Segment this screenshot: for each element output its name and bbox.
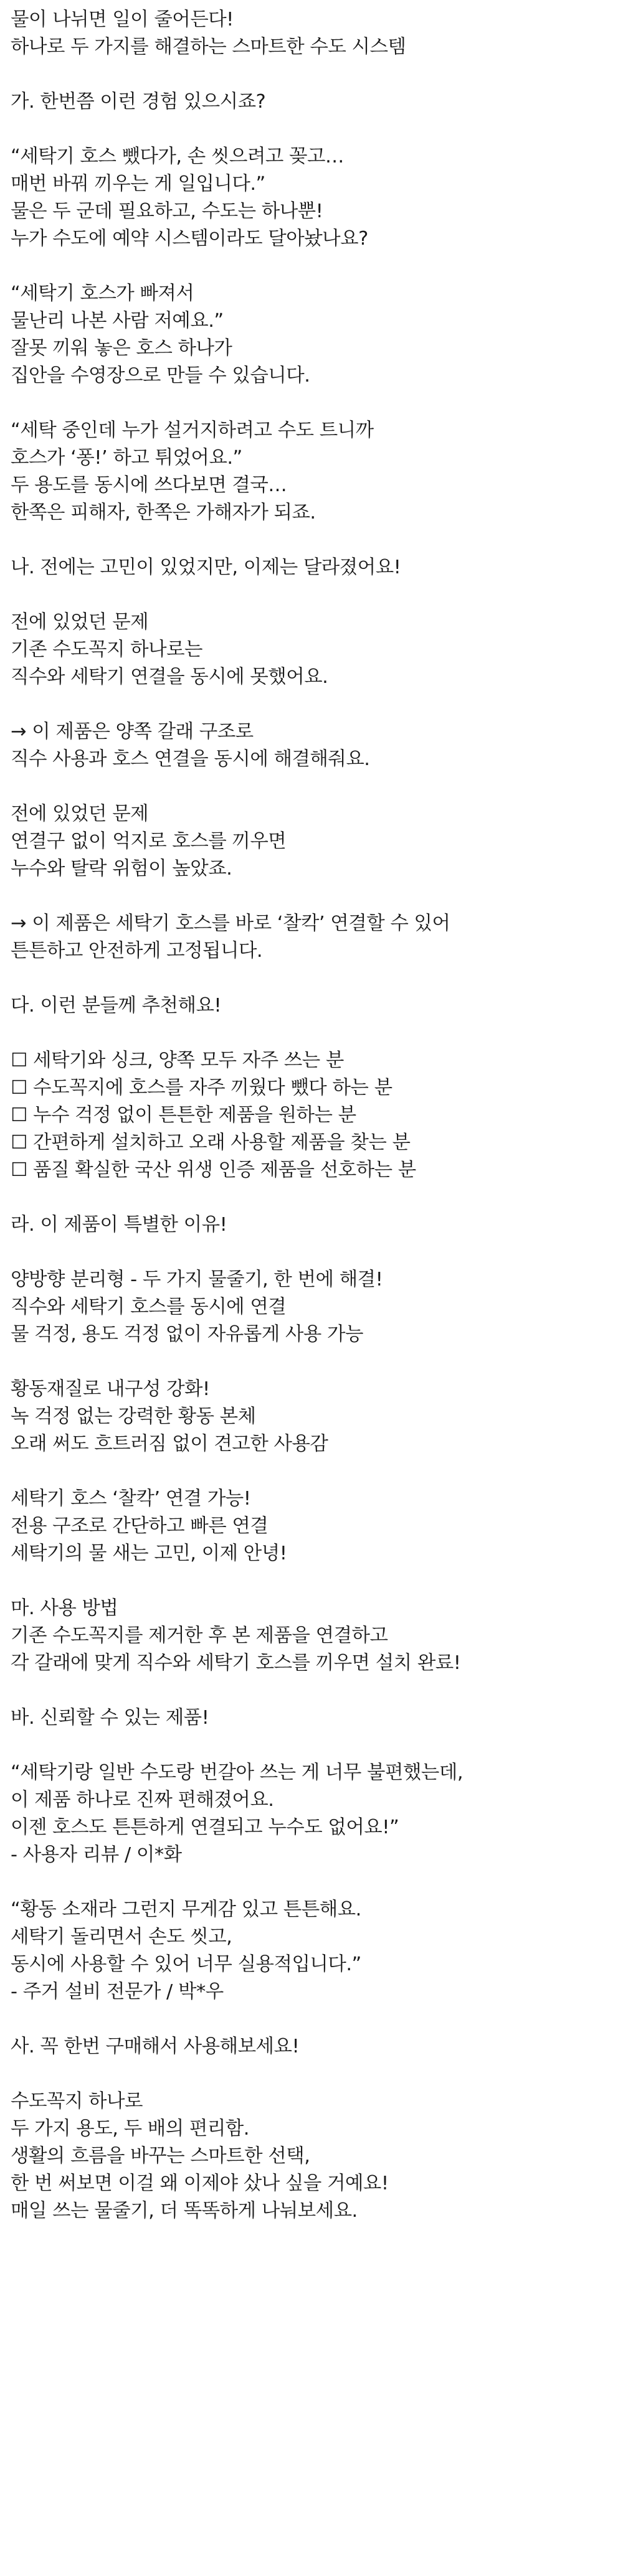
text-line: 잘못 끼워 놓은 호스 하나가 — [11, 337, 232, 359]
text-line: 전용 구조로 간단하고 빠른 연결 — [11, 1515, 269, 1537]
review-author: - 사용자 리뷰 / 이*화 — [11, 1844, 182, 1866]
checklist-item: ☐ 간편하게 설치하고 오래 사용할 제품을 찾는 분 — [11, 1132, 411, 1154]
section-heading-na: 나. 전에는 고민이 있었지만, 이제는 달라졌어요! — [11, 557, 401, 578]
text-line: 세탁기의 물 새는 고민, 이제 안녕! — [11, 1543, 287, 1564]
section-heading-sa: 사. 꼭 한번 구매해서 사용해보세요! — [11, 2036, 300, 2057]
text-line: 전에 있었던 문제 — [11, 611, 149, 633]
text-line: 기존 수도꼭지를 제거한 후 본 제품을 연결하고 — [11, 1625, 388, 1647]
review-text: “세탁기랑 일반 수도랑 번갈아 쓰는 게 너무 불편했는데, — [11, 1762, 464, 1784]
review-text: “황동 소재라 그런지 무게감 있고 튼튼해요. — [11, 1899, 361, 1920]
text-line: 생활의 흐름을 바꾸는 스마트한 선택, — [11, 2145, 310, 2167]
closing-line: 매일 쓰는 물줄기, 더 똑똑하게 나눠보세요. — [11, 2200, 358, 2222]
text-line: 집안을 수영장으로 만들 수 있습니다. — [11, 365, 310, 387]
text-line: 연결구 없이 억지로 호스를 끼우면 — [11, 830, 287, 852]
text-line: 누가 수도에 예약 시스템이라도 달아놨나요? — [11, 228, 368, 250]
text-line: 황동재질로 내구성 강화! — [11, 1378, 210, 1400]
headline: 물이 나뉘면 일이 줄어든다! — [11, 9, 234, 31]
text-line: 두 용도를 동시에 쓰다보면 결국… — [11, 474, 287, 496]
section-heading-da: 다. 이런 분들께 추천해요! — [11, 995, 222, 1017]
text-line: 녹 걱정 없는 강력한 황동 본체 — [11, 1406, 256, 1427]
text-line: 직수와 세탁기 호스를 동시에 연결 — [11, 1296, 287, 1318]
subheadline: 하나로 두 가지를 해결하는 스마트한 수도 시스템 — [11, 36, 406, 58]
checklist-item: ☐ 누수 걱정 없이 튼튼한 제품을 원하는 분 — [11, 1104, 356, 1126]
text-line: “세탁기 호스가 빠져서 — [11, 283, 194, 304]
text-line: 한 번 써보면 이걸 왜 이제야 샀나 싶을 거예요! — [11, 2173, 389, 2194]
text-line: 기존 수도꼭지 하나로는 — [11, 639, 203, 660]
text-line: 각 갈래에 맞게 직수와 세탁기 호스를 끼우면 설치 완료! — [11, 1652, 461, 1674]
review-text: 이젠 호스도 튼튼하게 연결되고 누수도 없어요!” — [11, 1817, 399, 1838]
text-line: 직수 사용과 호스 연결을 동시에 해결해줘요. — [11, 748, 370, 770]
checklist-item: ☐ 세탁기와 싱크, 양쪽 모두 자주 쓰는 분 — [11, 1050, 344, 1071]
text-line: 세탁기 호스 ‘찰칵’ 연결 가능! — [11, 1488, 251, 1510]
section-heading-ba: 바. 신뢰할 수 있는 제품! — [11, 1707, 209, 1729]
review-text: 이 제품 하나로 진짜 편해졌어요. — [11, 1789, 274, 1811]
section-heading-ma: 마. 사용 방법 — [11, 1597, 118, 1619]
review-author: - 주거 설비 전문가 / 박*우 — [11, 1981, 224, 2003]
text-line: 한쪽은 피해자, 한쪽은 가해자가 되죠. — [11, 502, 316, 524]
text-line: 물난리 나본 사람 저예요.” — [11, 310, 224, 332]
text-line: 호스가 ‘퐁!’ 하고 튀었어요.” — [11, 447, 242, 469]
section-heading-ga: 가. 한번쯤 이런 경험 있으시죠? — [11, 91, 266, 113]
text-line: 물 걱정, 용도 걱정 없이 자유롭게 사용 가능 — [11, 1323, 363, 1345]
text-line: 물은 두 군데 필요하고, 수도는 하나뿐! — [11, 200, 323, 222]
text-line: 누수와 탈락 위험이 높았죠. — [11, 858, 232, 880]
text-line: 튼튼하고 안전하게 고정됩니다. — [11, 940, 263, 962]
text-line: → 이 제품은 세탁기 호스를 바로 ‘찰칵’ 연결할 수 있어 — [11, 913, 450, 934]
checklist-item: ☐ 수도꼭지에 호스를 자주 끼웠다 뺐다 하는 분 — [11, 1077, 392, 1099]
review-text: 동시에 사용할 수 있어 너무 실용적입니다.” — [11, 1953, 361, 1975]
text-line: 오래 써도 흐트러짐 없이 견고한 사용감 — [11, 1433, 328, 1455]
review-text: 세탁기 돌리면서 손도 씻고, — [11, 1926, 232, 1948]
checklist-item: ☐ 품질 확실한 국산 위생 인증 제품을 선호하는 분 — [11, 1159, 416, 1181]
text-line: “세탁기 호스 뺐다가, 손 씻으려고 꽂고… — [11, 146, 344, 167]
text-line: 양방향 분리형 - 두 가지 물줄기, 한 번에 해결! — [11, 1269, 383, 1290]
text-line: 직수와 세탁기 연결을 동시에 못했어요. — [11, 666, 328, 688]
text-line: → 이 제품은 양쪽 갈래 구조로 — [11, 721, 254, 743]
text-line: 수도꼭지 하나로 — [11, 2090, 143, 2112]
section-heading-ra: 라. 이 제품이 특별한 이유! — [11, 1214, 227, 1236]
text-line: 두 가지 용도, 두 배의 편리함. — [11, 2118, 249, 2140]
text-line: “세탁 중인데 누가 설거지하려고 수도 트니까 — [11, 420, 374, 441]
text-line: 매번 바꿔 끼우는 게 일입니다.” — [11, 173, 265, 195]
text-line: 전에 있었던 문제 — [11, 803, 149, 825]
